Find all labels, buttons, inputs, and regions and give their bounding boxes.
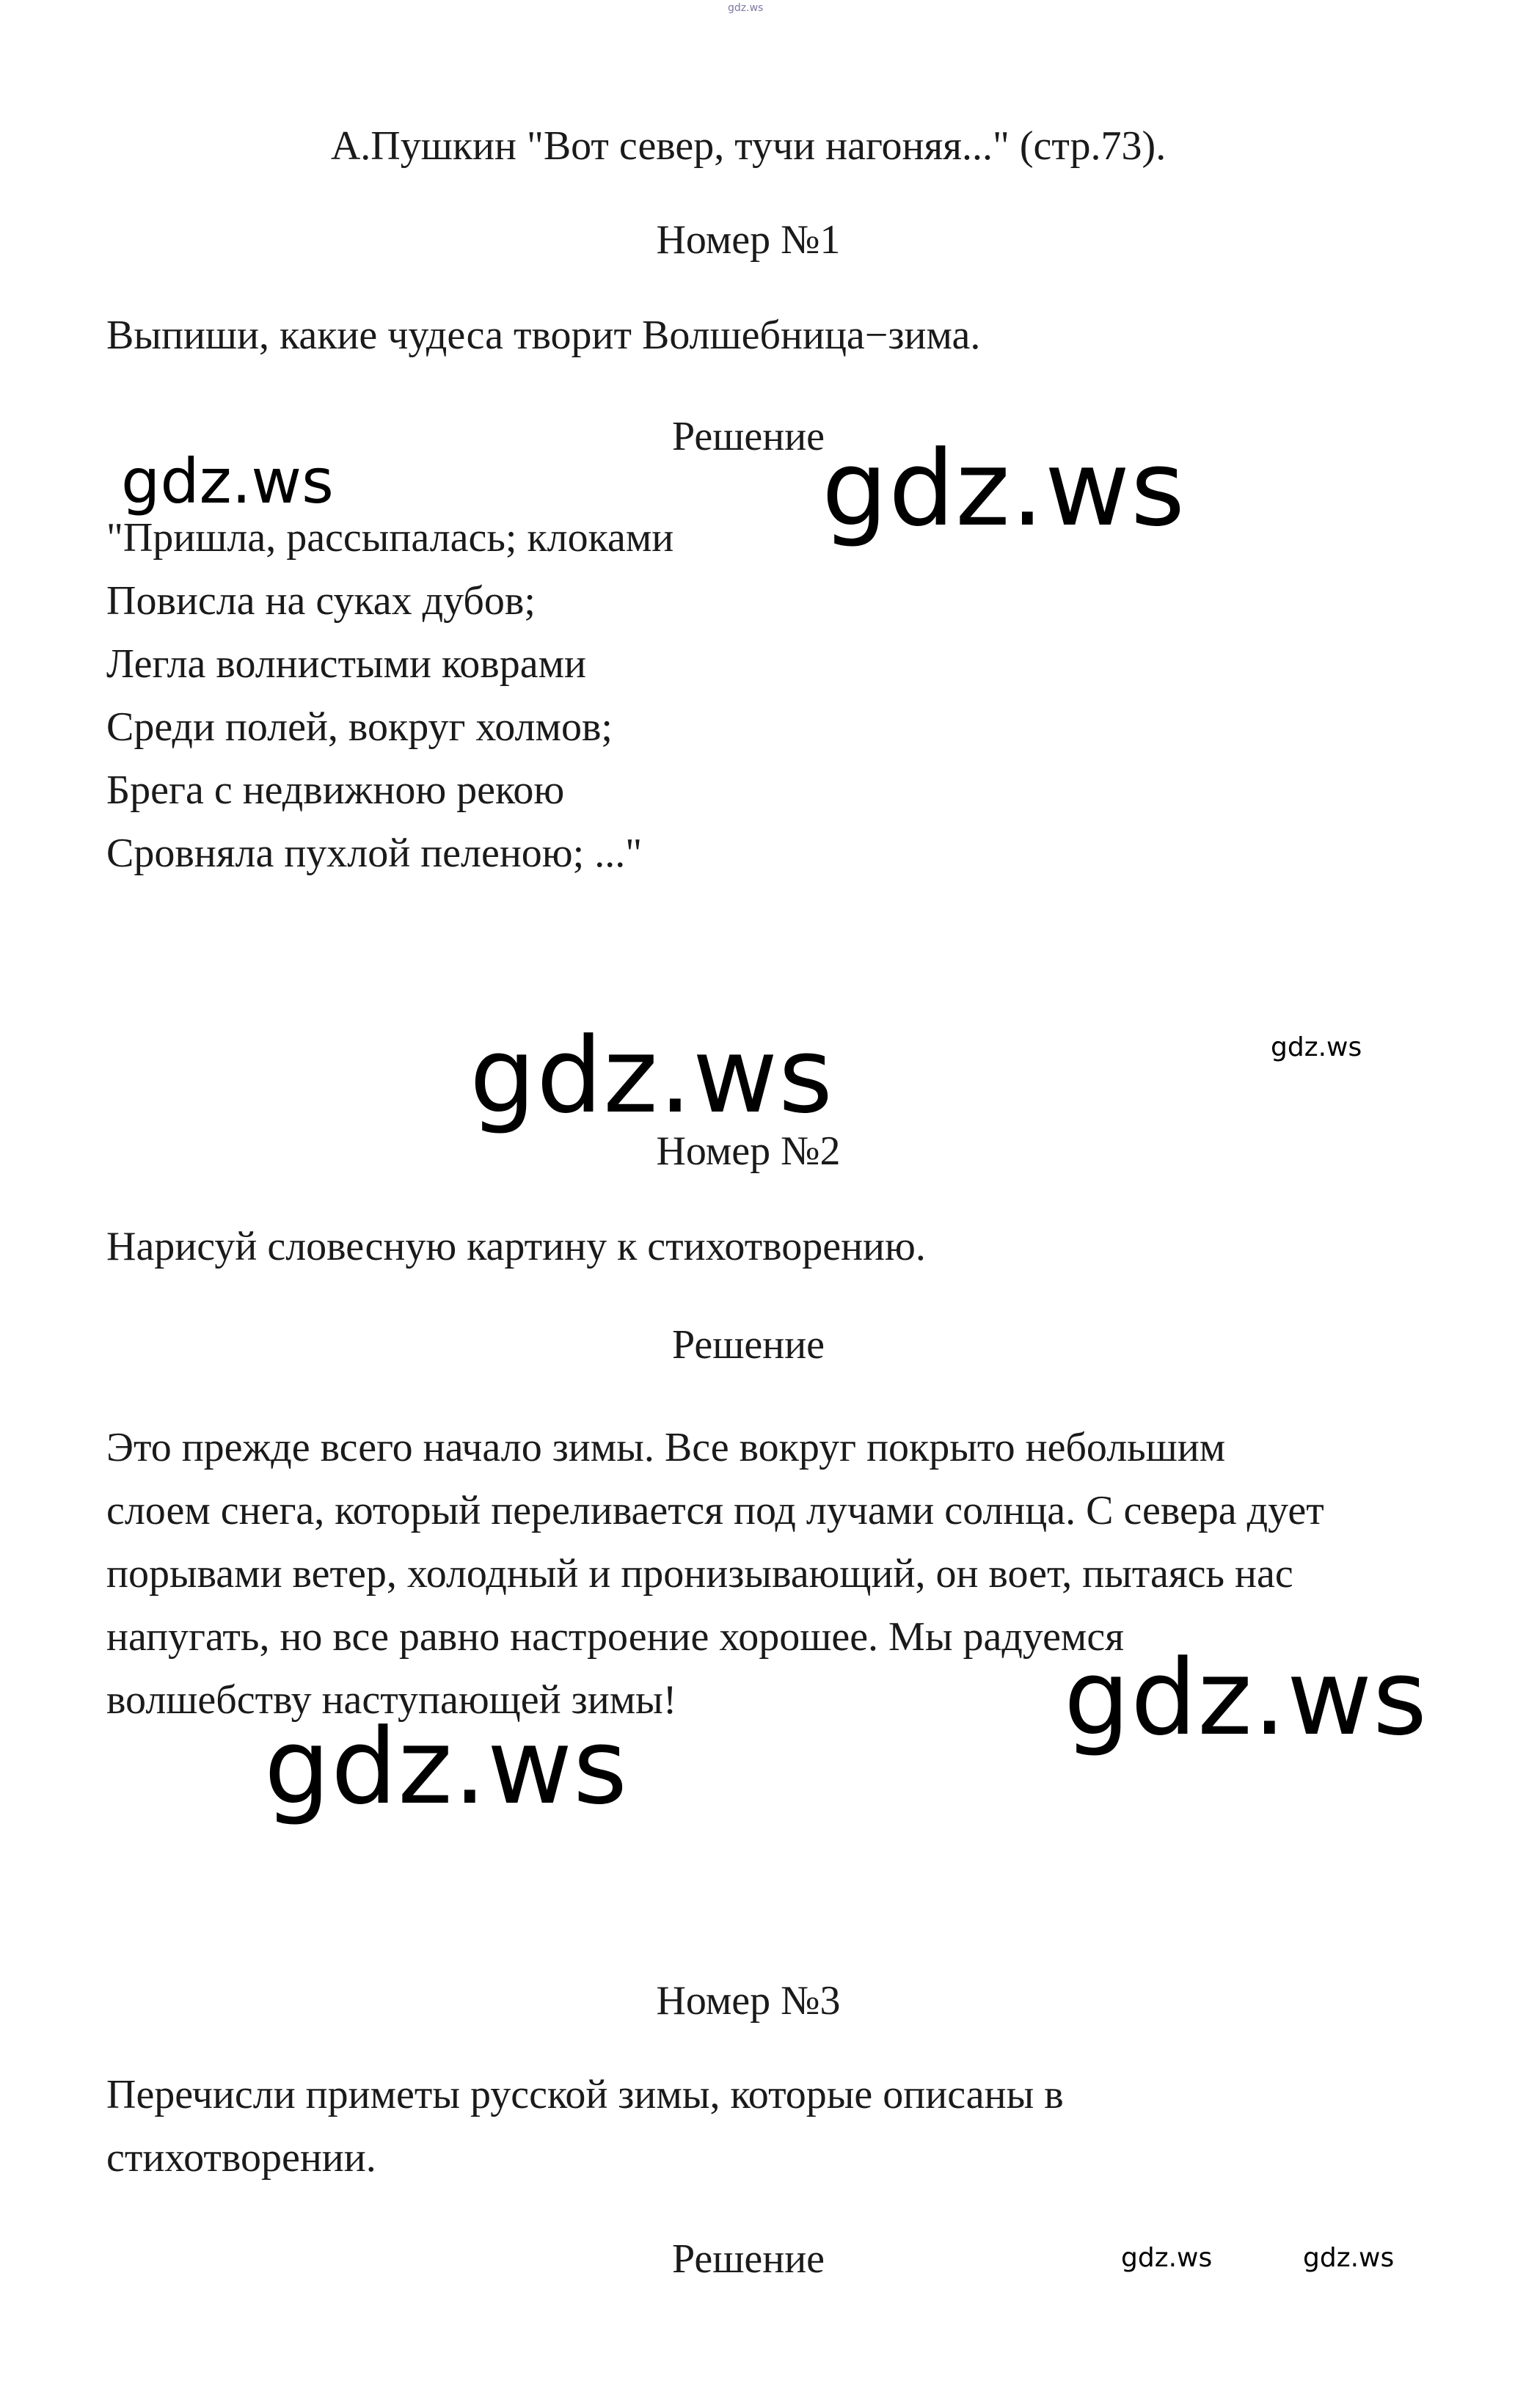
task-2-question: Нарисуй словесную картину к стихотворению. [106, 1224, 926, 1269]
task-3-question-line: стихотворении. [106, 2135, 376, 2181]
task-3-solution-label: Решение [671, 2236, 825, 2282]
task-1-answer-line: "Пришла, рассыпалась; клоками [106, 515, 674, 561]
task-1-number: Номер №1 [656, 217, 841, 263]
page-title: А.Пушкин "Вот север, тучи нагоняя..." (стр.73). [330, 123, 1167, 169]
task-2-answer-line: порывами ветер, холодный и пронизывающий, он воет, пытаясь нас [106, 1551, 1293, 1597]
watermark: gdz.ws [1271, 1032, 1362, 1062]
watermark: gdz.ws [1121, 2243, 1213, 2273]
task-1-question: Выпиши, какие чудеса творит Волшебница−зима. [106, 313, 981, 358]
task-1-answer-line: Среди полей, вокруг холмов; [106, 704, 613, 750]
watermark: gdz.ws [264, 1707, 629, 1828]
task-1-answer-line: Брега с недвижною рекою [106, 767, 565, 813]
watermark: gdz.ws [822, 428, 1186, 550]
watermark-top: gdz.ws [728, 2, 764, 14]
task-2-answer-line: напугать, но все равно настроение хорошее. Мы радуемся [106, 1614, 1124, 1660]
watermark: gdz.ws [121, 445, 334, 517]
task-2-solution-label: Решение [671, 1322, 825, 1368]
task-1-solution-label: Решение [671, 414, 825, 459]
watermark: gdz.ws [1064, 1638, 1428, 1759]
watermark: gdz.ws [1303, 2243, 1395, 2273]
task-1-answer-line: Повисла на суках дубов; [106, 578, 536, 624]
task-2-number: Номер №2 [656, 1128, 841, 1174]
task-1-answer-line: Легла волнистыми коврами [106, 641, 587, 687]
task-3-question-line: Перечисли приметы русской зимы, которые описаны в [106, 2072, 1064, 2117]
watermark: gdz.ws [470, 1015, 834, 1136]
task-3-number: Номер №3 [656, 1978, 841, 2024]
task-1-answer-line: Сровняла пухлой пеленою; ..." [106, 831, 643, 876]
task-2-answer-line: волшебству наступающей зимы! [106, 1677, 677, 1723]
task-2-answer-line: Это прежде всего начало зимы. Все вокруг покрыто небольшим [106, 1425, 1226, 1470]
task-2-answer-line: слоем снега, который переливается под лучами солнца. С севера дует [106, 1488, 1324, 1533]
